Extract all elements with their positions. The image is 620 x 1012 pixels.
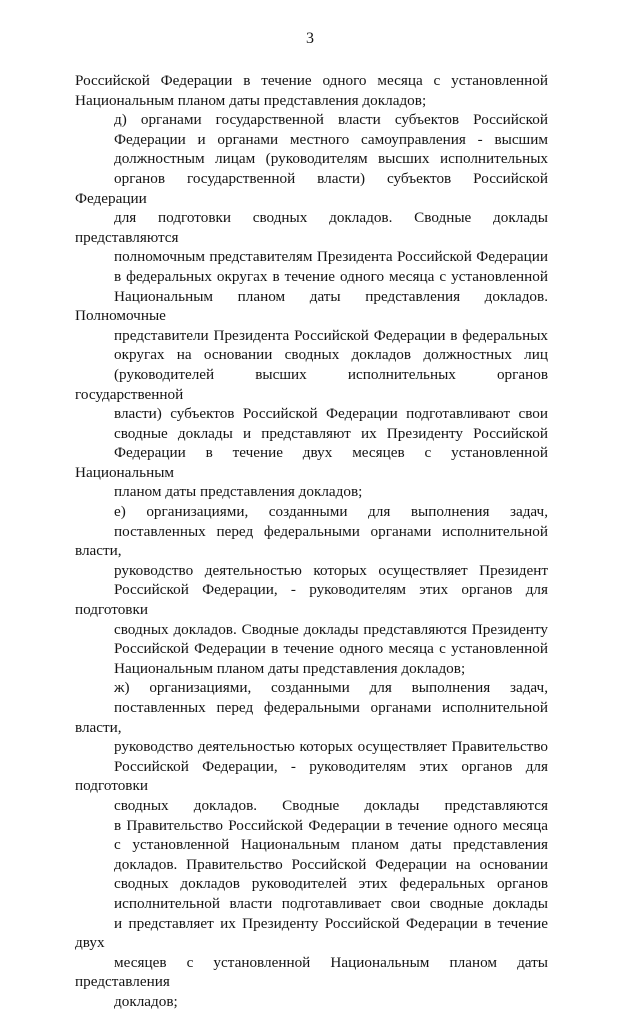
text-line: Национальным планом даты представления докладов; [75,91,427,109]
text-line: в федеральных округах в течение одного месяца с установленной [114,267,548,285]
text-line: округах на основании сводных докладов должностных лиц [114,346,548,364]
text-line: должностным лицам (руководителям высших исполнительных [114,150,548,168]
paragraph-item-d [75,110,548,502]
text-line: Российской Федерации, - руководителям этих органов для подготовки [75,581,548,619]
text-line: планом даты представления докладов; [114,483,363,501]
text-line: Национальным планом даты представления докладов. Полномочные [75,287,548,325]
paragraph-continuation [75,71,548,110]
text-line: Федерации и органами местного самоуправления - высшим [114,130,548,148]
document-body [75,71,548,1012]
page-number: 3 [306,30,314,47]
text-line: исполнительной власти подготавливает свои сводные доклады [114,894,548,912]
text-line: Российской Федерации, - руководителям этих органов для подготовки [75,757,548,795]
text-line: поставленных перед федеральными органами исполнительной власти, [75,522,548,560]
text-line: для подготовки сводных докладов. Сводные доклады представляются [75,209,548,246]
text-line: сводных докладов руководителей этих федеральных органов [114,875,548,893]
text-line: поставленных перед федеральными органами исполнительной власти, [75,699,548,736]
text-line: Российской Федерации в течение одного месяца с установленной [75,72,548,89]
text-line: с установленной Национальным планом даты представления [114,836,548,854]
text-line: руководство деятельностью которых осуществляет Правительство [114,738,548,756]
text-line: сводные доклады и представляют их Президенту Российской [114,424,548,442]
text-line: руководство деятельностью которых осуществляет Президент [114,561,548,579]
text-line: ж) организациями, созданными для выполнения задач, [114,679,548,697]
text-line: докладов. Правительство Российской Федерации на основании [114,855,548,873]
paragraph-item-e [75,502,548,678]
text-line: сводных докладов. Сводные доклады представляются [114,796,548,814]
text-line: полномочным представителям Президента Российской Федерации [114,248,548,266]
text-line: органов государственной власти) субъектов Российской Федерации [75,169,548,207]
text-line: Российской Федерации в течение одного месяца с установленной [114,640,548,658]
text-line: (руководителей высших исполнительных органов государственной [75,365,548,403]
text-line: сводных докладов. Сводные доклады представляются Президенту [114,620,548,638]
text-line: месяцев с установленной Национальным планом даты представления [75,953,548,991]
text-line: Национальным планом даты представления докладов; [114,659,466,677]
text-line: и представляет их Президенту Российской Федерации в течение двух [75,914,548,952]
text-line: в Правительство Российской Федерации в течение одного месяца [114,816,548,834]
text-line: Федерации в течение двух месяцев с установленной Национальным [75,444,548,481]
text-line: докладов; [114,992,178,1010]
text-line: представители Президента Российской Федерации в федеральных [114,326,548,344]
paragraph-item-zh [75,678,548,1011]
text-line: д) органами государственной власти субъектов Российской [114,111,548,129]
text-line: власти) субъектов Российской Федерации подготавливают свои [114,405,548,423]
text-line: е) организациями, созданными для выполнения задач, [114,503,548,521]
